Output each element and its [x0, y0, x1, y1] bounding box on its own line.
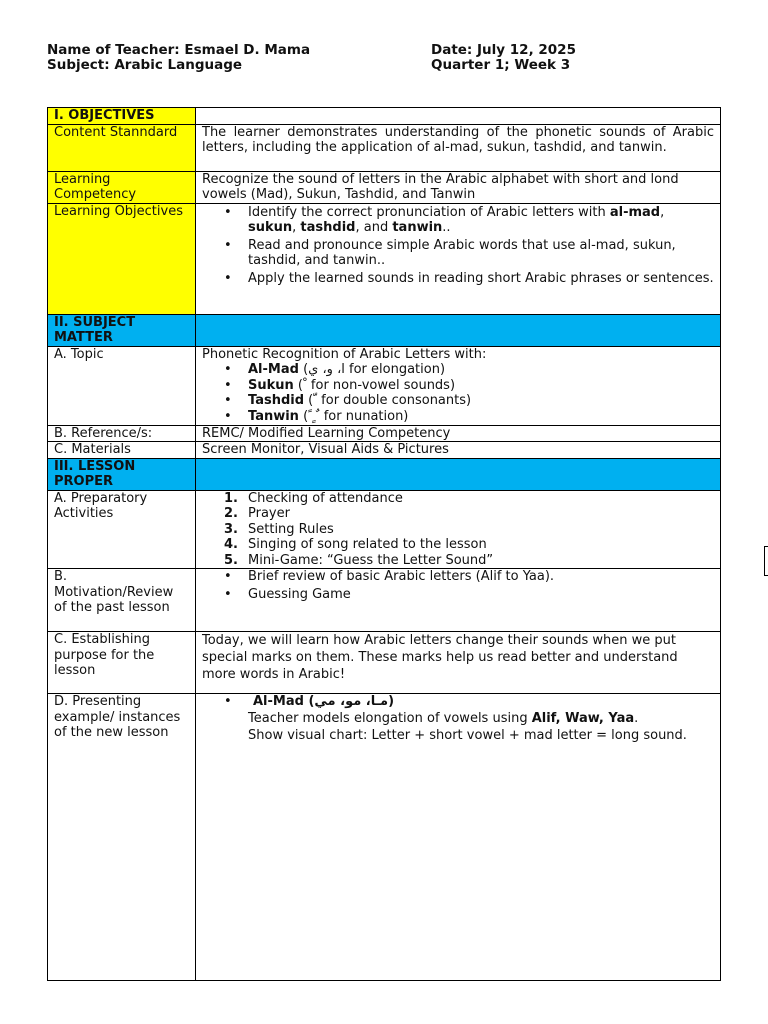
topic-intro: Phonetic Recognition of Arabic Letters with: — [202, 346, 487, 362]
almad-item — [202, 694, 714, 710]
motivation-label: B. Motivation/Review of the past lesson — [48, 569, 196, 632]
topic-item: • Sukun ( ْ for non-vowel sounds) — [202, 378, 714, 394]
reference-text: REMC/ Modified Learning Competency — [196, 425, 721, 442]
objective-item: • Apply the learned sounds in reading short Arabic phrases or sentences. — [202, 271, 714, 287]
topic-item: • Tanwin ( ً ٍ ٌ for nunation) — [202, 409, 714, 425]
prep-item: 2. Prayer — [224, 506, 290, 521]
motivation-item: • Brief review of basic Arabic letters (Alif to Yaa). — [202, 569, 714, 585]
learning-objectives-label: Learning Objectives — [48, 203, 196, 314]
purpose-text: Today, we will learn how Arabic letters change their sounds when we put special marks on them. These marks help us read better and understand more words in Arabic! — [196, 632, 721, 694]
competency-label: Learning Competency — [48, 171, 196, 203]
almad-description: Teacher models elongation of vowels using Alif, Waw, Yaa. Show visual chart: Letter + short vowel + mad letter = long sound. — [248, 710, 687, 743]
topic-item: • Al-Mad (ا، و، ي for elongation) — [202, 362, 714, 378]
prep-item: 1. Checking of attendance — [224, 490, 403, 506]
motivation-item: • Guessing Game — [202, 587, 714, 603]
content-standard-text: The learner demonstrates understanding of the phonetic sounds of Arabic letters, including the application of al-mad, sukun, tashdid, and tanwin. — [196, 124, 721, 171]
learning-objectives-cell — [196, 203, 721, 314]
objective-item: • Read and pronounce simple Arabic words that use al-mad, sukun, tashdid, and tanwin.. — [202, 238, 714, 269]
content-standard-label: Content Stanndard — [48, 124, 196, 171]
preparatory-label: A. Preparatory Activities — [48, 490, 196, 569]
materials-text: Screen Monitor, Visual Aids & Pictures — [196, 442, 721, 459]
objectives-heading: I. OBJECTIVES — [48, 108, 196, 125]
almad-title: Al-Mad (مـا، مو، مي) — [253, 694, 395, 709]
lesson-proper-heading: III. LESSON PROPER — [48, 458, 196, 490]
prep-item: 3. Setting Rules — [224, 521, 334, 537]
prep-item: 4. Singing of song related to the lesson — [224, 537, 487, 552]
date: Date: July 12, 2025 — [431, 42, 576, 58]
materials-label: C. Materials — [48, 442, 196, 459]
topic-label: A. Topic — [48, 346, 196, 425]
header-right — [431, 43, 576, 73]
header-left — [47, 43, 310, 73]
topic-item: • Tashdid ( ّ for double consonants) — [202, 393, 714, 409]
teacher-name: Name of Teacher: Esmael D. Mama — [47, 42, 311, 58]
subject-matter-heading: II. SUBJECT MATTER — [48, 314, 196, 346]
lesson-plan-table — [47, 107, 721, 981]
reference-label: B. Reference/s: — [48, 425, 196, 442]
quarter-week: Quarter 1; Week 3 — [431, 57, 571, 73]
subject: Subject: Arabic Language — [47, 57, 243, 73]
preparatory-cell — [196, 490, 721, 569]
objective-item: • Identify the correct pronunciation of Arabic letters with al-mad, sukun, tashdid, and tanwin.. — [202, 205, 714, 236]
prep-item: 5. Mini-Game: “Guess the Letter Sound” — [224, 552, 494, 568]
presenting-cell — [196, 694, 721, 981]
topic-cell — [196, 346, 721, 425]
presenting-label: D. Presenting example/ instances of the new lesson — [48, 694, 196, 981]
purpose-label: C. Establishing purpose for the lesson — [48, 632, 196, 694]
motivation-cell — [196, 569, 721, 632]
page-edge-mark — [764, 546, 768, 576]
competency-text: Recognize the sound of letters in the Arabic alphabet with short and lond vowels (Mad), Sukun, Tashdid, and Tanwin — [196, 171, 721, 203]
